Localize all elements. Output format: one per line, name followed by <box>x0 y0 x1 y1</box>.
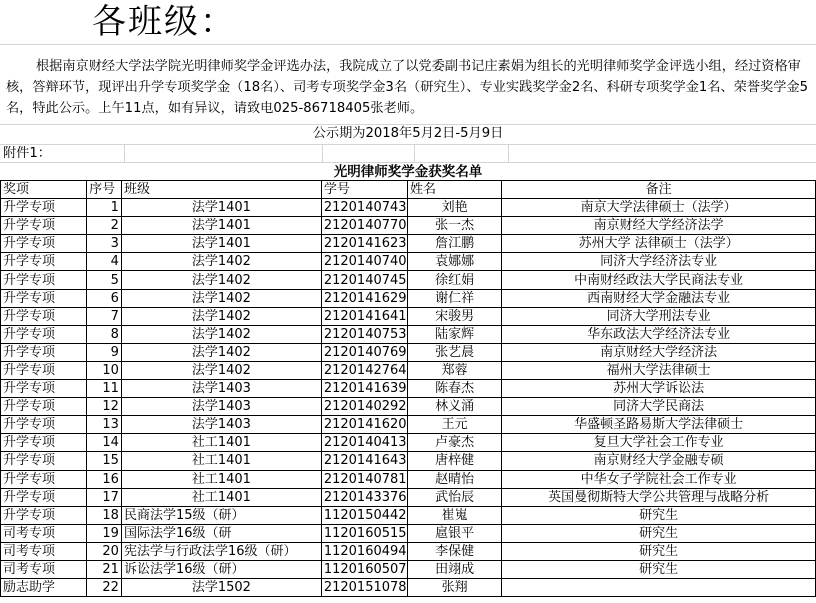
cell-class[interactable]: 法学1402 <box>121 343 321 361</box>
cell-id[interactable]: 2120142764 <box>321 361 407 379</box>
table-header-row <box>1 181 816 199</box>
cell-id[interactable]: 2120140740 <box>321 253 407 271</box>
gridline <box>0 44 816 45</box>
table-row <box>1 199 816 217</box>
cell-id[interactable]: 2120140753 <box>321 325 407 343</box>
cell-no[interactable]: 15 <box>87 452 122 470</box>
cell-no[interactable]: 20 <box>87 542 122 560</box>
cell-note[interactable]: 研究生 <box>502 560 816 578</box>
cell-award[interactable]: 升学专项 <box>1 199 87 217</box>
cell-id[interactable]: 2120140769 <box>321 343 407 361</box>
gridline <box>322 144 323 162</box>
cell-name[interactable]: 王元 <box>407 416 501 434</box>
cell-name[interactable]: 武怡辰 <box>407 488 501 506</box>
cell-class[interactable]: 社工1401 <box>121 434 321 452</box>
cell-class[interactable]: 法学1403 <box>121 380 321 398</box>
table-title: 光明律师奖学金获奖名单 <box>333 164 483 180</box>
header-class[interactable]: 班级 <box>121 181 321 199</box>
cell-note[interactable]: 南京财经大学经济法 <box>502 343 816 361</box>
cell-no[interactable]: 17 <box>87 488 122 506</box>
table-row <box>1 361 816 379</box>
table-row <box>1 506 816 524</box>
cell-no[interactable]: 4 <box>87 253 122 271</box>
table-row <box>1 325 816 343</box>
header-award[interactable]: 奖项 <box>1 181 87 199</box>
cell-award[interactable]: 升学专项 <box>1 434 87 452</box>
cell-name[interactable]: 张翔 <box>407 579 501 597</box>
cell-name[interactable]: 谢仁祥 <box>407 289 501 307</box>
cell-id[interactable]: 1120160494 <box>321 542 407 560</box>
table-row <box>1 217 816 235</box>
cell-note[interactable]: 华盛顿圣路易斯大学法律硕士 <box>502 416 816 434</box>
cell-id[interactable]: 2120140745 <box>321 271 407 289</box>
table-row <box>1 416 816 434</box>
cell-note[interactable]: 苏州大学 法律硕士（法学） <box>502 235 816 253</box>
cell-award[interactable]: 升学专项 <box>1 253 87 271</box>
cell-award[interactable]: 司考专项 <box>1 560 87 578</box>
cell-award[interactable]: 升学专项 <box>1 488 87 506</box>
cell-note[interactable]: 复旦大学社会工作专业 <box>502 434 816 452</box>
cell-id[interactable]: 2120141641 <box>321 307 407 325</box>
cell-award[interactable]: 励志助学 <box>1 579 87 597</box>
cell-no[interactable]: 7 <box>87 307 122 325</box>
cell-id[interactable]: 2120141620 <box>321 416 407 434</box>
cell-name[interactable]: 宋骏男 <box>407 307 501 325</box>
cell-class[interactable]: 诉讼法学16级（研） <box>121 560 321 578</box>
table-row <box>1 452 816 470</box>
table-row <box>1 289 816 307</box>
cell-award[interactable]: 升学专项 <box>1 235 87 253</box>
cell-no[interactable]: 16 <box>87 470 122 488</box>
cell-award[interactable]: 升学专项 <box>1 343 87 361</box>
table-row <box>1 470 816 488</box>
cell-note[interactable]: 南京财经大学经济法学 <box>502 217 816 235</box>
cell-id[interactable]: 1120160507 <box>321 560 407 578</box>
cell-name[interactable]: 郑蓉 <box>407 361 501 379</box>
cell-name[interactable]: 崔嵬 <box>407 506 501 524</box>
table-row <box>1 524 816 542</box>
cell-note[interactable]: 苏州大学诉讼法 <box>502 380 816 398</box>
table-row <box>1 398 816 416</box>
cell-name[interactable]: 扈银平 <box>407 524 501 542</box>
cell-id[interactable]: 2120140413 <box>321 434 407 452</box>
table-row <box>1 434 816 452</box>
cell-class[interactable]: 法学1402 <box>121 289 321 307</box>
cell-award[interactable]: 升学专项 <box>1 325 87 343</box>
cell-award[interactable]: 升学专项 <box>1 217 87 235</box>
cell-no[interactable]: 11 <box>87 380 122 398</box>
cell-class[interactable]: 法学1401 <box>121 217 321 235</box>
cell-name[interactable]: 李保健 <box>407 542 501 560</box>
cell-id[interactable]: 1120150442 <box>321 506 407 524</box>
cell-no[interactable]: 8 <box>87 325 122 343</box>
table-row <box>1 380 816 398</box>
cell-name[interactable]: 张一杰 <box>407 217 501 235</box>
cell-no[interactable]: 13 <box>87 416 122 434</box>
cell-name[interactable]: 林义涌 <box>407 398 501 416</box>
cell-class[interactable]: 法学1402 <box>121 325 321 343</box>
gridline <box>508 144 509 162</box>
table-row <box>1 343 816 361</box>
table-row <box>1 253 816 271</box>
cell-award[interactable]: 升学专项 <box>1 470 87 488</box>
cell-class[interactable]: 宪法学与行政法学16级（研） <box>121 542 321 560</box>
cell-class[interactable]: 社工1401 <box>121 470 321 488</box>
cell-award[interactable]: 升学专项 <box>1 416 87 434</box>
cell-no[interactable]: 2 <box>87 217 122 235</box>
cell-note[interactable]: 同济大学经济法专业 <box>502 253 816 271</box>
cell-id[interactable]: 2120140292 <box>321 398 407 416</box>
cell-award[interactable]: 升学专项 <box>1 307 87 325</box>
notice-period: 公示期为2018年5月2日-5月9日 <box>312 126 504 141</box>
cell-no[interactable]: 21 <box>87 560 122 578</box>
table-row <box>1 560 816 578</box>
cell-name[interactable]: 赵晴怡 <box>407 470 501 488</box>
cell-class[interactable]: 法学1403 <box>121 416 321 434</box>
cell-no[interactable]: 5 <box>87 271 122 289</box>
cell-id[interactable]: 2120141623 <box>321 235 407 253</box>
cell-id[interactable]: 2120141639 <box>321 380 407 398</box>
cell-id[interactable]: 2120143376 <box>321 488 407 506</box>
cell-award[interactable]: 升学专项 <box>1 271 87 289</box>
cell-name[interactable]: 徐红娟 <box>407 271 501 289</box>
cell-note[interactable]: 同济大学民商法 <box>502 398 816 416</box>
table-row <box>1 488 816 506</box>
cell-note[interactable]: 南京财经大学金融专硕 <box>502 452 816 470</box>
cell-note[interactable]: 南京大学法律硕士（法学） <box>502 199 816 217</box>
table-row <box>1 542 816 560</box>
cell-no[interactable]: 19 <box>87 524 122 542</box>
attachment-label: 附件1： <box>3 146 51 161</box>
cell-no[interactable]: 22 <box>87 579 122 597</box>
cell-name[interactable]: 詹江鹏 <box>407 235 501 253</box>
gridline <box>0 144 816 145</box>
cell-note[interactable]: 中南财经政法大学民商法专业 <box>502 271 816 289</box>
cell-no[interactable]: 12 <box>87 398 122 416</box>
cell-class[interactable]: 社工1401 <box>121 452 321 470</box>
cell-award[interactable]: 司考专项 <box>1 542 87 560</box>
cell-class[interactable]: 法学1402 <box>121 361 321 379</box>
cell-note[interactable]: 福州大学法律硕士 <box>502 361 816 379</box>
cell-class[interactable]: 法学1403 <box>121 398 321 416</box>
cell-no[interactable]: 3 <box>87 235 122 253</box>
cell-no[interactable]: 14 <box>87 434 122 452</box>
cell-id[interactable]: 2120141643 <box>321 452 407 470</box>
cell-class[interactable]: 法学1402 <box>121 271 321 289</box>
cell-id[interactable]: 2120141629 <box>321 289 407 307</box>
cell-award[interactable]: 升学专项 <box>1 289 87 307</box>
cell-class[interactable]: 民商法学15级（研） <box>121 506 321 524</box>
cell-class[interactable]: 法学1402 <box>121 307 321 325</box>
award-table <box>0 180 816 597</box>
cell-id[interactable]: 2120140743 <box>321 199 407 217</box>
cell-no[interactable]: 10 <box>87 361 122 379</box>
table-row <box>1 579 816 597</box>
cell-name[interactable]: 田翊成 <box>407 560 501 578</box>
cell-name[interactable]: 陈春杰 <box>407 380 501 398</box>
table-row <box>1 271 816 289</box>
cell-award[interactable]: 升学专项 <box>1 506 87 524</box>
header-no[interactable]: 序号 <box>87 181 122 199</box>
cell-name[interactable]: 刘艳 <box>407 199 501 217</box>
cell-class[interactable]: 法学1502 <box>121 579 321 597</box>
page-title: 各班级： <box>92 2 236 42</box>
cell-no[interactable]: 9 <box>87 343 122 361</box>
cell-class[interactable]: 法学1401 <box>121 235 321 253</box>
cell-note[interactable]: 研究生 <box>502 542 816 560</box>
cell-note[interactable] <box>502 579 816 597</box>
cell-class[interactable]: 法学1402 <box>121 253 321 271</box>
cell-award[interactable]: 升学专项 <box>1 380 87 398</box>
cell-name[interactable]: 卢豪杰 <box>407 434 501 452</box>
cell-award[interactable]: 升学专项 <box>1 452 87 470</box>
cell-no[interactable]: 1 <box>87 199 122 217</box>
header-name[interactable]: 姓名 <box>407 181 501 199</box>
intro-paragraph: 根据南京财经大学法学院光明律师奖学金评选办法，我院成立了以党委副书记庄素娟为组长的光明律师奖学金评选小组，经过资格审核，答辩环节，现评出升学专项奖学金（18名）、司考专项奖学金3名（研究生）、专业实践奖学金2名、科研专项奖学金1名、荣誉奖学金5名，特此公示。上午11点，如有异议，请致电025-86718405张老师。 <box>6 59 809 116</box>
cell-no[interactable]: 18 <box>87 506 122 524</box>
cell-id[interactable]: 2120140781 <box>321 470 407 488</box>
cell-note[interactable]: 同济大学刑法专业 <box>502 307 816 325</box>
header-id[interactable]: 学号 <box>321 181 407 199</box>
cell-id[interactable]: 1120160515 <box>321 524 407 542</box>
cell-name[interactable]: 袁娜娜 <box>407 253 501 271</box>
gridline <box>414 144 415 162</box>
cell-award[interactable]: 升学专项 <box>1 398 87 416</box>
cell-name[interactable]: 陆家辉 <box>407 325 501 343</box>
cell-class[interactable]: 法学1401 <box>121 199 321 217</box>
cell-award[interactable]: 升学专项 <box>1 361 87 379</box>
cell-no[interactable]: 6 <box>87 289 122 307</box>
cell-note[interactable]: 研究生 <box>502 524 816 542</box>
cell-note[interactable]: 华东政法大学经济法专业 <box>502 325 816 343</box>
cell-note[interactable]: 研究生 <box>502 506 816 524</box>
gridline <box>124 144 125 162</box>
cell-name[interactable]: 唐梓健 <box>407 452 501 470</box>
cell-note[interactable]: 西南财经大学金融法专业 <box>502 289 816 307</box>
cell-award[interactable]: 司考专项 <box>1 524 87 542</box>
cell-class[interactable]: 社工1401 <box>121 488 321 506</box>
cell-note[interactable]: 英国曼彻斯特大学公共管理与战略分析 <box>502 488 816 506</box>
table-row <box>1 235 816 253</box>
cell-id[interactable]: 2120140770 <box>321 217 407 235</box>
cell-name[interactable]: 张艺晨 <box>407 343 501 361</box>
cell-note[interactable]: 中华女子学院社会工作专业 <box>502 470 816 488</box>
header-note[interactable]: 备注 <box>502 181 816 199</box>
cell-id[interactable]: 2120151078 <box>321 579 407 597</box>
table-row <box>1 307 816 325</box>
cell-class[interactable]: 国际法学16级（研 <box>121 524 321 542</box>
